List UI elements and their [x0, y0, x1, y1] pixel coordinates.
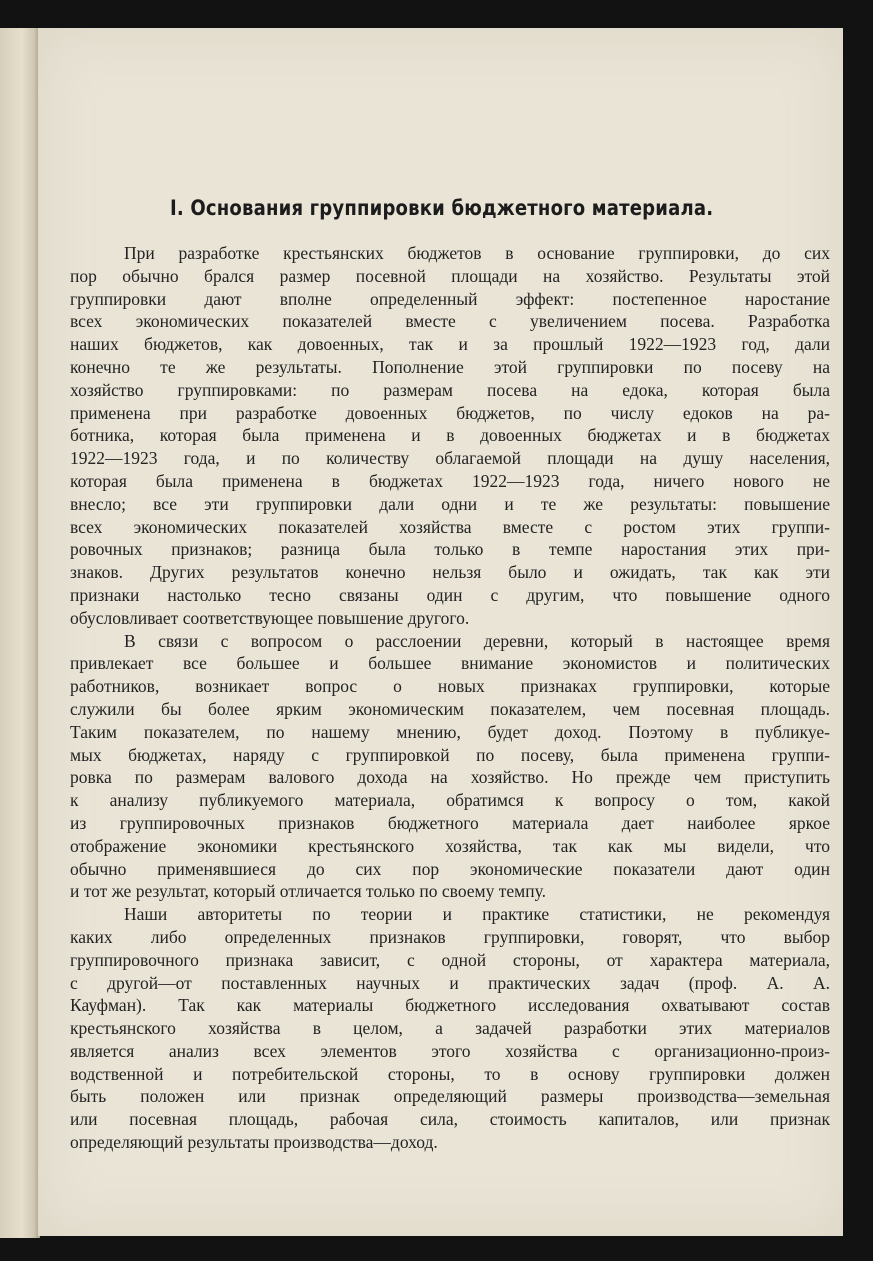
- text-line: знаков. Других результатов конечно нельзя было и ожидать, так как эти: [70, 562, 830, 583]
- paragraph: [70, 903, 830, 1154]
- text-line: всех экономических показателей хозяйства вместе с ростом этих группи-: [70, 516, 830, 537]
- text-line: наших бюджетов, как довоенных, так и за прошлый 1922—1923 год, дали: [70, 334, 830, 355]
- text-line: всех экономических показателей вместе с увеличением посева. Разработка: [70, 311, 830, 332]
- text-line: обусловливает соответствующее повышение другого.: [70, 607, 470, 628]
- chapter-title: I. Основания группировки бюджетного материала.: [170, 196, 714, 220]
- text-line: или посевная площадь, рабочая сила, стоимость капиталов, или признак: [70, 1109, 830, 1130]
- text-line: каких либо определенных признаков группировки, говорят, что выбор: [70, 926, 830, 947]
- body-text: [70, 242, 830, 1154]
- text-line: является анализ всех элементов этого хозяйства с организационно-произ-: [70, 1040, 830, 1061]
- text-line: работников, возникает вопрос о новых признаках группировки, которые: [70, 676, 830, 697]
- text-line: и тот же результат, который отличается только по своему темпу.: [70, 881, 546, 902]
- text-line: отображение экономики крестьянского хозяйства, так как мы видели, что: [70, 835, 830, 856]
- text-line: ботника, которая была применена и в довоенных бюджетах и в бюджетах: [70, 425, 830, 446]
- paragraph: [70, 242, 830, 630]
- text-line: которая была применена в бюджетах 1922—1923 года, ничего нового не: [70, 470, 830, 491]
- text-line: служили бы более ярким экономическим показателем, чем посевная площадь.: [70, 698, 830, 719]
- text-line: В связи с вопросом о расслоении деревни, который в настоящее время: [124, 630, 830, 651]
- book-page: [38, 28, 843, 1236]
- text-line: Кауфман). Так как материалы бюджетного исследования охватывают состав: [70, 995, 830, 1016]
- text-line: группировочного признака зависит, с одной стороны, от характера материала,: [70, 949, 830, 970]
- text-line: Наши авторитеты по теории и практике статистики, не рекомендуя: [124, 904, 830, 925]
- text-line: группировки дают вполне определенный эффект: постепенное наростание: [70, 288, 830, 309]
- text-line: 1922—1923 года, и по количеству облагаемой площади на душу населения,: [70, 448, 830, 469]
- text-line: внесло; все эти группировки дали одни и те же результаты: повышение: [70, 493, 830, 514]
- text-line: применена при разработке довоенных бюджетов, по числу едоков на ра-: [70, 402, 830, 423]
- text-line: с другой—от поставленных научных и практических задач (проф. А. А.: [70, 972, 830, 993]
- text-line: Таким показателем, по нашему мнению, будет доход. Поэтому в публикуе-: [70, 721, 830, 742]
- text-line: определяющий результаты производства—доход.: [70, 1132, 438, 1153]
- text-line: ровка по размерам валового дохода на хозяйство. Но прежде чем приступить: [70, 767, 830, 788]
- text-line: обычно применявшиеся до сих пор экономические показатели дают один: [70, 858, 830, 879]
- text-line: крестьянского хозяйства в целом, а задачей разработки этих материалов: [70, 1018, 830, 1039]
- text-line: привлекает все большее и большее внимание экономистов и политических: [70, 653, 830, 674]
- text-line: пор обычно брался размер посевной площади на хозяйство. Результаты этой: [70, 265, 830, 286]
- text-line: мых бюджетах, наряду с группировкой по посеву, была применена группи-: [70, 744, 830, 765]
- paragraph: [70, 630, 830, 904]
- text-line: ровочных признаков; разница была только в темпе наростания этих при-: [70, 539, 830, 560]
- text-line: из группировочных признаков бюджетного материала дает наиболее яркое: [70, 812, 830, 833]
- text-line: водственной и потребительской стороны, то в основу группировки должен: [70, 1063, 830, 1084]
- text-line: быть положен или признак определяющий размеры производства—земельная: [70, 1086, 830, 1107]
- text-line: признаки настолько тесно связаны один с другим, что повышение одного: [70, 584, 830, 605]
- text-line: к анализу публикуемого материала, обратимся к вопросу о том, какой: [70, 790, 830, 811]
- text-line: конечно те же результаты. Пополнение этой группировки по посеву на: [70, 356, 830, 377]
- text-line: хозяйство группировками: по размерам посева на едока, которая была: [70, 379, 830, 400]
- text-line: При разработке крестьянских бюджетов в основание группировки, до сих: [124, 243, 830, 263]
- previous-page-edge: [0, 28, 40, 1238]
